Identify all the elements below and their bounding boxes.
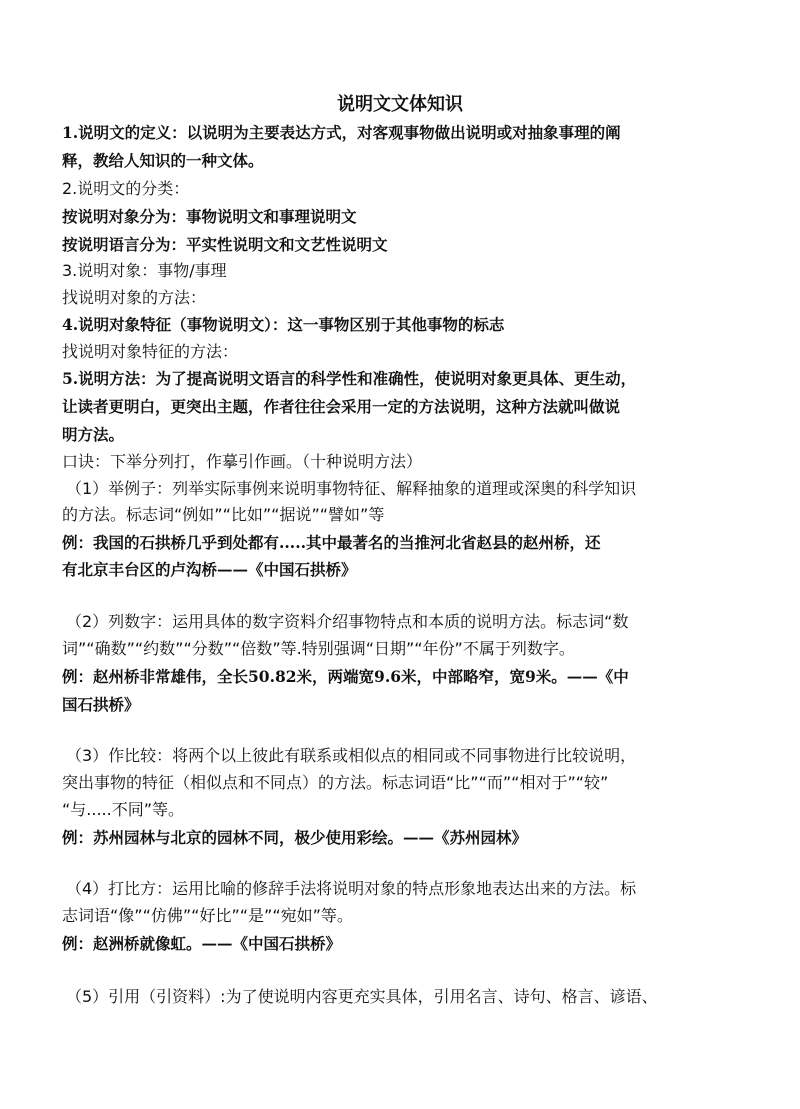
text-line: 按说明对象分为：事物说明文和事理说明文 [62,207,357,226]
text-line: 2.说明文的分类： [62,179,190,198]
text-line: 突出事物的特征（相似点和不同点）的方法。标志词语“比”“而”“相对于”“较” [62,773,609,792]
text-line: 4.说明对象特征（事物说明文）：这一事物区别于其他事物的标志 [62,315,505,334]
text-line: 的方法。标志词“例如”“比如”“据说”“譬如”等 [62,505,385,524]
document-title: 说明文文体知识 [337,94,463,115]
text-line: 例：苏州园林与北京的园林不同，极少使用彩绘。——《苏州园林》 [62,828,528,847]
text-line: 让读者更明白，更突出主题，作者往往会采用一定的方法说明，这种方法就叫做说 [62,397,621,416]
text-line: 找说明对象的方法： [62,288,207,307]
text-line: 有北京丰台区的卢沟桥——《中国石拱桥》 [62,560,357,579]
text-line: （2）列数字：运用具体的数字资料介绍事物特点和本质的说明方法。标志词“数 [66,612,629,631]
text-line: 按说明语言分为：平实性说明文和文艺性说明文 [62,235,388,254]
text-line: 释，教给人知识的一种文体。 [62,151,264,170]
text-line: 例：赵洲桥就像虹。——《中国石拱桥》 [62,934,342,953]
text-line: 口诀：下举分列打，作摹引作画。（十种说明方法） [62,452,423,471]
text-line: （1）举例子：列举实际事例来说明事物特征、解释抽象的道理或深奥的科学知识 [66,479,637,498]
text-line: 词”“确数”“约数”“分数”“倍数”等.特别强调“日期”“年份”不属于列数字。 [62,639,575,658]
text-line: “与.....不同”等。 [62,800,185,819]
text-line: 志词语“像”“仿佛”“好比”“是”“宛如”等。 [62,906,353,925]
text-line: 5.说明方法：为了提高说明文语言的科学性和准确性，使说明对象更具体、更生动， [62,369,637,388]
text-line: （4）打比方：运用比喻的修辞手法将说明对象的特点形象地表达出来的方法。标 [66,879,637,898]
text-line: 找说明对象特征的方法： [62,342,239,361]
text-line: 例：我国的石拱桥几乎到处都有.....其中最著名的当推河北省赵县的赵州桥，还 [62,533,601,552]
text-line: 国石拱桥》 [62,695,140,714]
text-line: 例：赵州桥非常雄伟，全长50.82米，两端宽9.6米，中部略窄，宽9米。——《中 [62,667,629,686]
text-line: 3.说明对象：事物/事理 [62,261,227,280]
text-line: （5）引用（引资料）:为了使说明内容更充实具体，引用名言、诗句、格言、谚语、 [66,987,658,1006]
text-line: （3）作比较：将两个以上彼此有联系或相似点的相同或不同事物进行比较说明， [66,746,637,765]
text-line: 明方法。 [62,425,125,444]
text-line: 1.说明文的定义：以说明为主要表达方式，对客观事物做出说明或对抽象事理的阐 [62,123,621,142]
